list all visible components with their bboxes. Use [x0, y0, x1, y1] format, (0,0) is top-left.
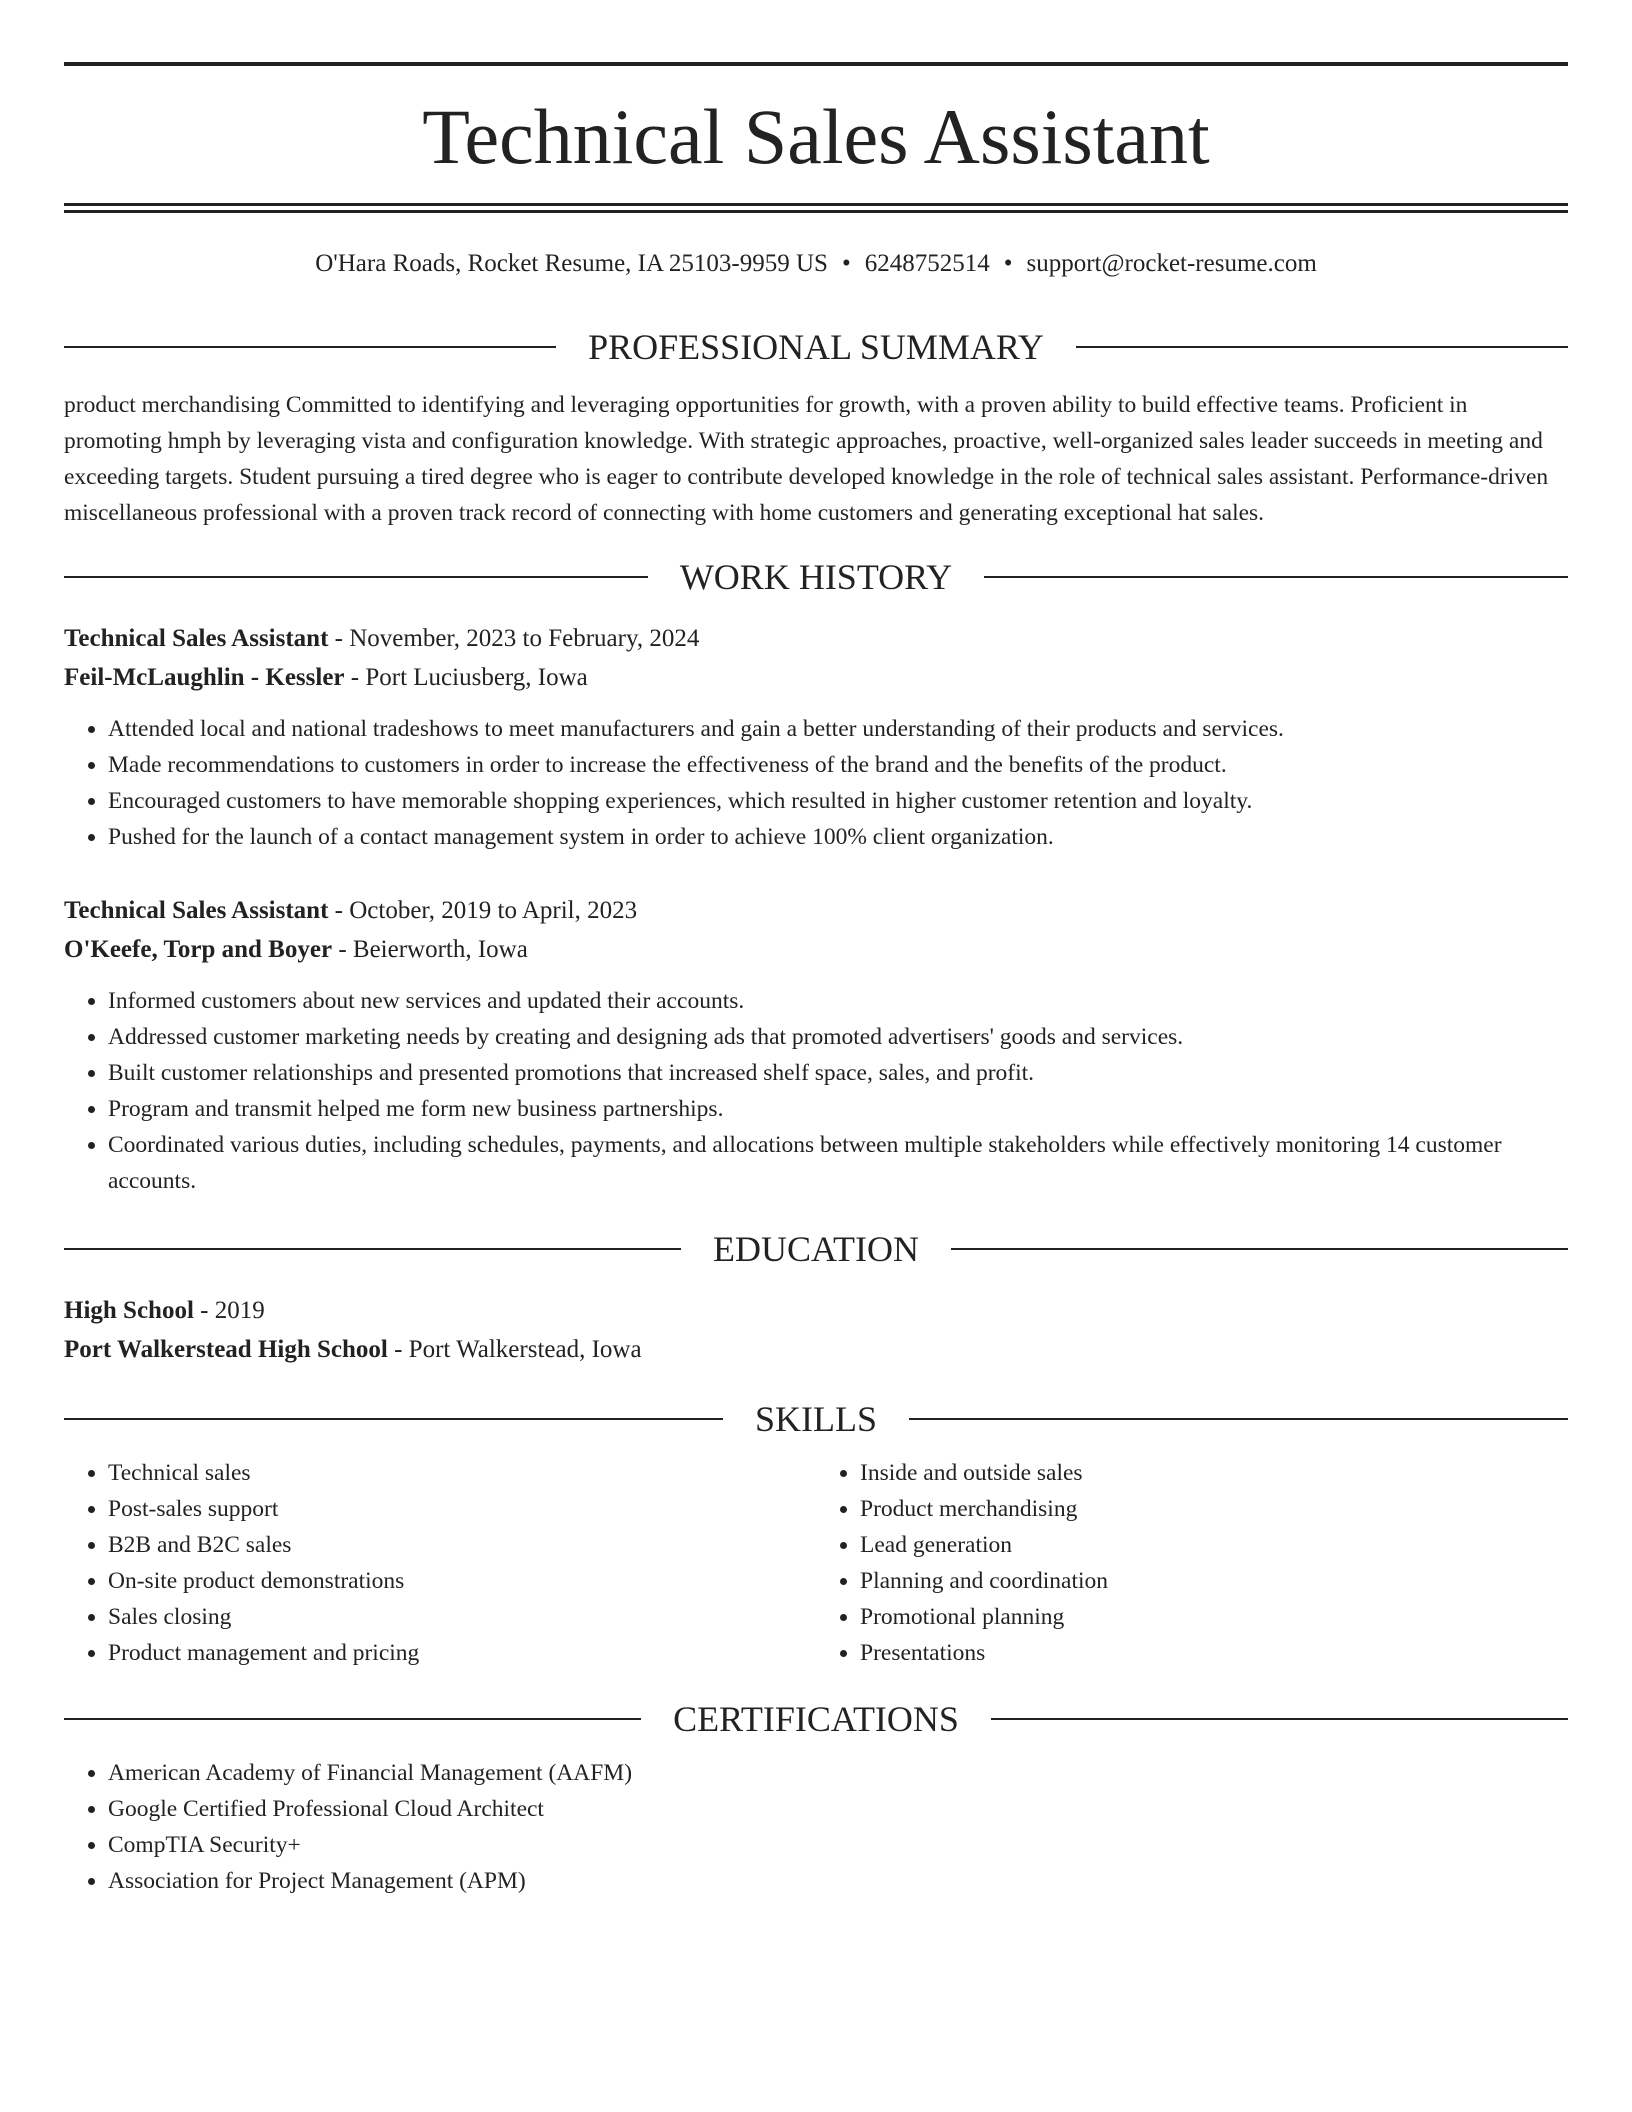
education-degree: High School	[64, 1297, 194, 1324]
job-bullets	[64, 983, 1568, 1199]
contact-separator: •	[1003, 250, 1013, 277]
heading-rule	[991, 1718, 1568, 1720]
resume-title: Technical Sales Assistant	[422, 93, 1210, 180]
skill-item: • Presentations	[860, 1635, 1568, 1671]
heading-rule	[64, 576, 648, 578]
list-item: • Built customer relationships and presented promotions that increased shelf space, sales, and profit.	[108, 1055, 1568, 1091]
heading-rule	[984, 576, 1568, 578]
job-entry	[64, 891, 1568, 1199]
education-school-line	[64, 1330, 1568, 1369]
list-item: • Pushed for the launch of a contact management system in order to achieve 100% client organization.	[108, 819, 1568, 855]
skill-item: • Promotional planning	[860, 1599, 1568, 1635]
heading-rule	[1076, 346, 1568, 348]
certification-item: • Association for Project Management (APM)	[108, 1863, 1568, 1899]
section-heading-summary	[64, 327, 1568, 367]
education-school: Port Walkerstead High School	[64, 1336, 388, 1363]
job-location: - Beierworth, Iowa	[332, 936, 528, 963]
list-item: • Program and transmit helped me form new business partnerships.	[108, 1091, 1568, 1127]
list-item: • Made recommendations to customers in order to increase the effectiveness of the brand and the benefits of the product.	[108, 747, 1568, 783]
education-degree-line	[64, 1291, 1568, 1330]
header-double-rule	[64, 203, 1568, 213]
skill-item: • Inside and outside sales	[860, 1455, 1568, 1491]
job-title-line	[64, 619, 1568, 658]
list-item: • Attended local and national tradeshows to meet manufacturers and gain a better understanding of their products and services.	[108, 711, 1568, 747]
skill-item: • Technical sales	[108, 1455, 816, 1491]
skills-columns	[64, 1455, 1568, 1671]
certification-item: • American Academy of Financial Management (AAFM)	[108, 1755, 1568, 1791]
education-year: - 2019	[193, 1297, 265, 1324]
skill-item: • B2B and B2C sales	[108, 1527, 816, 1563]
summary-text: product merchandising Committed to identifying and leveraging opportunities for growth, with a proven ability to build effective teams. Proficient in promoting hmph by leveraging vista and configuration knowledge. With strategic approaches, proactive, well-organized sales leader succeeds in meeting and exceeding targets. Student pursuing a tired degree who is eager to contribute developed knowledge in the role of technical sales assistant. Performance-driven miscellaneous professional with a proven track record of connecting with home customers and generating exceptional hat sales.	[64, 392, 1549, 526]
job-company-line	[64, 658, 1568, 697]
job-bullets	[64, 711, 1568, 855]
certifications-list	[64, 1755, 1568, 1899]
heading-rule	[64, 346, 556, 348]
education-entry	[64, 1291, 1568, 1369]
heading-rule	[64, 1418, 723, 1420]
skills-list-left	[64, 1455, 816, 1671]
job-title: Technical Sales Assistant	[64, 897, 329, 924]
job-company: Feil-McLaughlin - Kessler	[64, 664, 345, 691]
job-entry	[64, 619, 1568, 855]
list-item: • Coordinated various duties, including schedules, payments, and allocations between multiple stakeholders while effectively monitoring 14 customer accounts.	[108, 1127, 1568, 1199]
section-heading-education	[64, 1229, 1568, 1269]
skill-item: • Post-sales support	[108, 1491, 816, 1527]
heading-rule	[64, 1718, 641, 1720]
job-dates: - November, 2023 to February, 2024	[328, 625, 700, 652]
certification-item: • CompTIA Security+	[108, 1827, 1568, 1863]
job-title: Technical Sales Assistant	[64, 625, 329, 652]
section-title: SKILLS	[755, 1399, 878, 1439]
section-title: WORK HISTORY	[679, 557, 953, 597]
job-location: - Port Luciusberg, Iowa	[344, 664, 588, 691]
contact-phone: 6248752514	[864, 250, 990, 277]
contact-email[interactable]: support@rocket-resume.com	[1026, 250, 1317, 277]
job-company: O'Keefe, Torp and Boyer	[64, 936, 333, 963]
list-item: • Addressed customer marketing needs by creating and designing ads that promoted advertisers' goods and services.	[108, 1019, 1568, 1055]
section-title: CERTIFICATIONS	[673, 1699, 959, 1739]
section-title: PROFESSIONAL SUMMARY	[588, 327, 1044, 367]
section-heading-work-history	[64, 557, 1568, 597]
section-heading-skills	[64, 1399, 1568, 1439]
header-top-rule	[64, 62, 1568, 66]
skills-list-right	[816, 1455, 1568, 1671]
education-location: - Port Walkerstead, Iowa	[387, 1336, 642, 1363]
skill-item: • Sales closing	[108, 1599, 816, 1635]
contact-address: O'Hara Roads, Rocket Resume, IA 25103-9959 US	[315, 250, 828, 277]
contact-separator: •	[841, 250, 851, 277]
section-heading-certifications	[64, 1699, 1568, 1739]
heading-rule	[909, 1418, 1568, 1420]
job-company-line	[64, 930, 1568, 969]
section-title: EDUCATION	[713, 1229, 919, 1269]
skill-item: • On-site product demonstrations	[108, 1563, 816, 1599]
list-item: • Informed customers about new services and updated their accounts.	[108, 983, 1568, 1019]
skill-item: • Product merchandising	[860, 1491, 1568, 1527]
skill-item: • Lead generation	[860, 1527, 1568, 1563]
job-dates: - October, 2019 to April, 2023	[328, 897, 638, 924]
certification-item: • Google Certified Professional Cloud Architect	[108, 1791, 1568, 1827]
heading-rule	[951, 1248, 1568, 1250]
contact-line	[64, 249, 1568, 279]
job-title-line	[64, 891, 1568, 930]
skill-item: • Planning and coordination	[860, 1563, 1568, 1599]
heading-rule	[64, 1248, 681, 1250]
skill-item: • Product management and pricing	[108, 1635, 816, 1671]
list-item: • Encouraged customers to have memorable shopping experiences, which resulted in higher customer retention and loyalty.	[108, 783, 1568, 819]
